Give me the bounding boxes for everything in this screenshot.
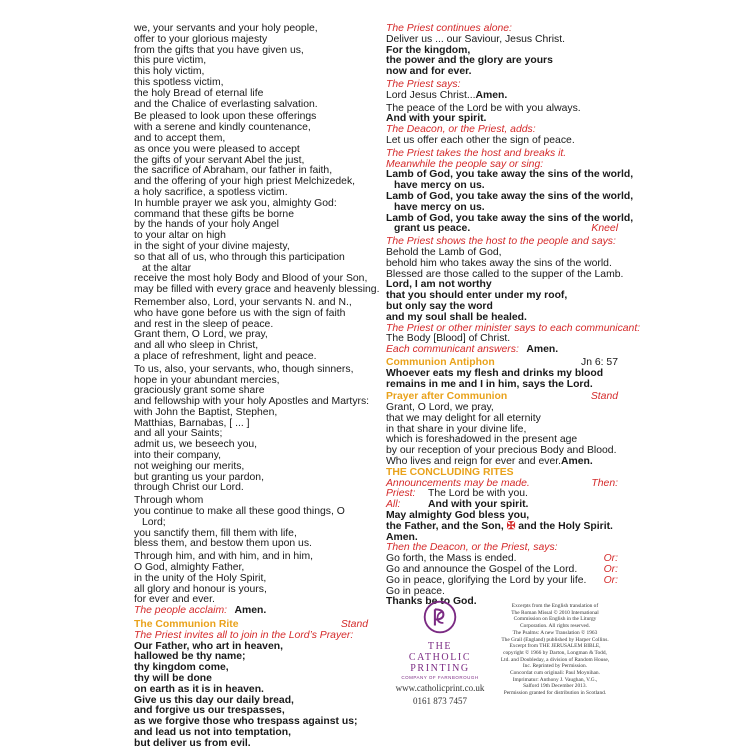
response-text: and lead us not into temptation, xyxy=(134,727,292,738)
credit-line: Inc. Reprinted by Permission. xyxy=(522,663,588,670)
credit-line: The Psalms: A new Translation © 1963 xyxy=(512,629,598,636)
rubric: The Priest continues alone: xyxy=(386,23,512,34)
credit-line: The Grail (England) published by Harper Collins. xyxy=(501,636,609,643)
amen-response: Amen. xyxy=(232,605,267,617)
text-line xyxy=(134,100,368,111)
right-note: Jn 6: 57 xyxy=(581,356,618,368)
text-line xyxy=(134,507,368,518)
prayer-text: Through whom xyxy=(134,495,204,507)
prayer-text: this spotless victim, xyxy=(134,76,224,88)
prayer-text: The peace of the Lord be with you always. xyxy=(386,102,581,114)
response-text: hallowed be thy name; xyxy=(134,651,246,663)
prayer-text: at the altar xyxy=(142,262,192,274)
right-note: Or: xyxy=(603,564,618,576)
prayer-text: Lord Jesus Christ... xyxy=(386,89,476,101)
prayer-text: the sacrifice of Abraham, our father in faith, xyxy=(134,165,333,177)
rubric: The Deacon, or the Priest, adds: xyxy=(386,124,536,136)
right-note: Stand xyxy=(590,391,618,403)
sign-of-cross-icon: ✠ xyxy=(503,520,516,532)
left-column xyxy=(134,23,380,750)
credit-line: Commission on English in the Liturgy xyxy=(513,616,597,623)
rubric: The Priest takes the host and breaks it. xyxy=(386,147,567,159)
prayer-text: you continue to make all these good things, O xyxy=(134,506,345,518)
prayer-text: To us, also, your servants, who, though sinners, xyxy=(134,363,354,375)
rubric: The Priest shows the host to the people and says: xyxy=(386,236,616,248)
prayer-text: we, your servants and your holy people, xyxy=(134,23,318,34)
prayer-text: behold him who takes away the sins of the world. xyxy=(386,257,612,269)
response-text: and the Holy Spirit. xyxy=(515,520,613,532)
publisher-logo xyxy=(392,600,488,706)
prayer-text: so that all of us, who through this participation xyxy=(134,251,345,263)
section-heading: The Communion Rite xyxy=(134,619,239,631)
prayer-text: Go and announce the Gospel of the Lord. xyxy=(386,564,578,576)
response-text: have mercy on us. xyxy=(394,180,485,192)
prayer-text: a holy sacrifice, a spotless victim. xyxy=(134,186,288,198)
prayer-text: O God, almighty Father, xyxy=(134,562,245,574)
prayer-text: Matthias, Barnabas, [ ... ] xyxy=(134,417,250,429)
response-text: now and for ever. xyxy=(386,66,472,78)
prayer-text: Who lives and reign for ever and ever. xyxy=(386,456,562,468)
credit-line: Corporation. All rights reserved. xyxy=(520,623,590,630)
credit-line: Ltd. and Doubleday, a division of Random House, xyxy=(500,656,610,663)
text-line xyxy=(134,483,368,494)
right-note: Or: xyxy=(603,574,618,586)
prayer-text: in the unity of the Holy Spirit, xyxy=(134,572,267,584)
prayer-text: from the gifts that you have given us, xyxy=(134,44,304,56)
prayer-text: and rest in the sleep of peace. xyxy=(134,318,274,330)
rubric: Then the Deacon, or the Priest, says: xyxy=(386,542,558,554)
prayer-text: admit us, we beseech you, xyxy=(134,439,258,451)
prayer-text: and to accept them, xyxy=(134,132,226,144)
prayer-text: who have gone before us with the sign of faith xyxy=(134,307,346,319)
prayer-text: this holy victim, xyxy=(134,66,205,78)
prayer-text: by our reception of your precious Body and Blood. xyxy=(386,445,617,457)
prayer-text: Deliver us ... our Saviour, Jesus Christ. xyxy=(386,33,566,45)
dialogue-text: The Lord be with you. xyxy=(428,488,528,500)
response-text: the power and the glory are yours xyxy=(386,55,553,67)
prayer-text: to your altar on high xyxy=(134,230,226,242)
response-text: Our Father, who art in heaven, xyxy=(134,640,283,652)
response-text: but deliver us from evil. xyxy=(134,737,251,749)
prayer-text: into their company, xyxy=(134,450,222,462)
response-text: Thanks be to God. xyxy=(386,596,477,608)
prayer-text: a place of refreshment, light and peace. xyxy=(134,350,317,362)
response-text: And with your spirit. xyxy=(386,113,487,125)
copyright-credits xyxy=(494,603,616,697)
credit-line: copyright © 1966 by Darton, Longman & Todd, xyxy=(503,649,607,656)
dialogue-text: And with your spirit. xyxy=(428,499,529,511)
response-text: Give us this day our daily bread, xyxy=(134,694,294,706)
prayer-text: with a serene and kindly countenance, xyxy=(134,122,311,134)
prayer-text: bless them, and bestow them upon us. xyxy=(134,538,312,550)
prayer-text: Go in peace. xyxy=(386,585,445,597)
prayer-text: through Christ our Lord. xyxy=(134,482,244,494)
prayer-text: which is foreshadowed in the present age xyxy=(386,434,578,446)
text-line xyxy=(386,67,618,78)
text-line xyxy=(134,739,368,750)
rubric: Meanwhile the people say or sing: xyxy=(386,158,544,170)
credit-line: Permission granted for distribution in Scotland. xyxy=(503,690,607,697)
prayer-text: for ever and ever. xyxy=(134,594,215,606)
prayer-text: this pure victim, xyxy=(134,55,207,67)
prayer-text: as once you were pleased to accept xyxy=(134,143,300,155)
prayer-text: all glory and honour is yours, xyxy=(134,583,267,595)
credit-line: The Roman Missal © 2010 International xyxy=(511,609,599,616)
prayer-text: receive the most holy Body and Blood of your Son, xyxy=(134,273,368,285)
prayer-text: that we may delight for all eternity xyxy=(386,412,541,424)
prayer-text: Grant, O Lord, we pray, xyxy=(386,402,494,414)
text-line xyxy=(386,522,618,533)
rubric: The people acclaim: xyxy=(134,605,227,617)
dialogue-speaker: All: xyxy=(386,499,401,511)
text-line xyxy=(386,91,618,102)
response-text: Whoever eats my flesh and drinks my blood xyxy=(386,367,604,379)
prayer-text: hope in your abundant mercies, xyxy=(134,374,280,386)
response-text: have mercy on us. xyxy=(394,201,485,213)
prayer-text: may be filled with every grace and heavenly blessing. xyxy=(134,284,380,296)
credit-line: Excerpts from the English translation of xyxy=(511,603,599,609)
prayer-text: and the offering of your high priest Melchizedek, xyxy=(134,176,356,188)
prayer-text: and all your Saints; xyxy=(134,428,223,440)
dialogue-speaker: Priest: xyxy=(386,488,416,500)
right-column xyxy=(386,23,641,608)
right-note: Or: xyxy=(603,553,618,565)
response-text: and forgive us our trespasses, xyxy=(134,705,285,717)
prayer-text: Lord; xyxy=(142,516,166,528)
right-note: Kneel xyxy=(591,223,618,235)
prayer-text: offer to your glorious majesty xyxy=(134,33,268,45)
prayer-text: In humble prayer we ask you, almighty God: xyxy=(134,197,337,209)
response-text: thy will be done xyxy=(134,673,212,685)
response-text: For the kingdom, xyxy=(386,44,471,56)
amen-response: Amen. xyxy=(523,344,559,356)
rubric: Each communicant answers: xyxy=(386,344,519,356)
text-line xyxy=(134,606,368,617)
prayer-text: Grant them, O Lord, we pray, xyxy=(134,329,268,341)
prayer-text: and all who sleep in Christ, xyxy=(134,340,259,352)
response-text: but only say the word xyxy=(386,300,493,312)
prayer-text: Be pleased to look upon these offerings xyxy=(134,111,317,123)
prayer-text: the holy Bread of eternal life xyxy=(134,87,264,99)
response-text: Lamb of God, you take away the sins of the world, xyxy=(386,169,634,181)
prayer-text: The Body [Blood] of Christ. xyxy=(386,333,511,345)
response-text: on earth as it is in heaven. xyxy=(134,683,264,695)
prayer-text: graciously grant some share xyxy=(134,385,265,397)
response-text: Amen. xyxy=(386,531,418,543)
response-text: and my soul shall be healed. xyxy=(386,311,527,323)
prayer-text: with John the Baptist, Stephen, xyxy=(134,406,278,418)
rubric: The Priest invites all to join in the Lord’s Prayer: xyxy=(134,629,354,641)
section-heading: Prayer after Communion xyxy=(386,391,508,403)
response-text: as we forgive those who trespass against us; xyxy=(134,716,358,728)
prayer-text: by the hands of your holy Angel xyxy=(134,219,279,231)
text-line xyxy=(134,352,368,363)
prayer-text: Go in peace, glorifying the Lord by your life. xyxy=(386,574,587,586)
response-text: that you should enter under my roof, xyxy=(386,290,568,302)
response-text: the Father, and the Son, xyxy=(386,520,504,532)
prayer-text: Behold the Lamb of God, xyxy=(386,246,502,258)
logo-line2: CATHOLIC xyxy=(408,652,472,663)
logo-line1: THE xyxy=(427,641,453,652)
credit-line: Salford 19th December 2013. xyxy=(523,683,587,690)
credit-line: Imprimatur: Anthony J. Vaughan, V.G., xyxy=(512,676,598,683)
prayer-text: Go forth, the Mass is ended. xyxy=(386,553,517,565)
prayer-text: command that these gifts be borne xyxy=(134,208,294,220)
response-text: May almighty God bless you, xyxy=(386,510,530,522)
section-heading: Communion Antiphon xyxy=(386,356,495,368)
response-text: grant us peace. xyxy=(394,223,471,235)
response-text: thy kingdom come, xyxy=(134,662,229,674)
prayer-text: and fellowship with your holy Apostles and Martyrs: xyxy=(134,396,370,408)
text-line xyxy=(386,136,618,147)
rubric: Announcements may be made. xyxy=(386,477,530,489)
prayer-text: Blessed are those called to the supper of the Lamb. xyxy=(386,268,624,280)
amen-response: Amen. xyxy=(475,89,508,101)
text-line xyxy=(134,539,368,550)
catholic-printing-emblem-icon xyxy=(423,600,457,634)
prayer-text: but granting us your pardon, xyxy=(134,471,264,483)
prayer-text: and the Chalice of everlasting salvation. xyxy=(134,98,318,110)
amen-response: Amen. xyxy=(561,456,593,468)
prayer-text: Remember also, Lord, your servants N. and N., xyxy=(134,296,352,308)
response-text: Lord, I am not worthy xyxy=(386,279,492,291)
text-line xyxy=(386,380,618,391)
response-text: Lamb of God, you take away the sins of the world, xyxy=(386,212,634,224)
prayer-text: not weighing our merits, xyxy=(134,460,245,472)
credit-line: Concordat cum originali: Paul Moynihan. xyxy=(510,670,600,677)
phone-number: 0161 873 7457 xyxy=(413,696,467,706)
section-heading: THE CONCLUDING RITES xyxy=(386,466,514,478)
prayer-text: you sanctify them, fill them with life, xyxy=(134,527,297,539)
right-note: Stand xyxy=(340,619,368,631)
text-line xyxy=(134,284,380,296)
prayer-text: the gifts of your servant Abel the just, xyxy=(134,154,305,166)
credit-line: Excerpt from THE JERUSALEM BIBLE, xyxy=(509,643,601,650)
logo-subtitle: COMPANY OF FARNBOROUGH xyxy=(401,675,479,680)
website-link[interactable]: www.catholicprint.co.uk xyxy=(395,683,485,693)
prayer-text: Let us offer each other the sign of peace. xyxy=(386,134,575,146)
text-line xyxy=(386,224,618,235)
response-text: remains in me and I in him, says the Lord. xyxy=(386,378,593,390)
logo-line3: PRINTING xyxy=(410,663,470,674)
rubric: The Priest says: xyxy=(386,78,461,90)
response-text: Lamb of God, you take away the sins of the world, xyxy=(386,190,634,202)
prayer-text: in the sight of your divine majesty, xyxy=(134,240,290,252)
prayer-text: Through him, and with him, and in him, xyxy=(134,551,314,563)
right-note: Then: xyxy=(591,477,618,489)
text-line xyxy=(386,345,618,356)
prayer-text: in that share in your divine life, xyxy=(386,423,527,435)
rubric: The Priest or other minister says to each communicant: xyxy=(386,322,641,334)
